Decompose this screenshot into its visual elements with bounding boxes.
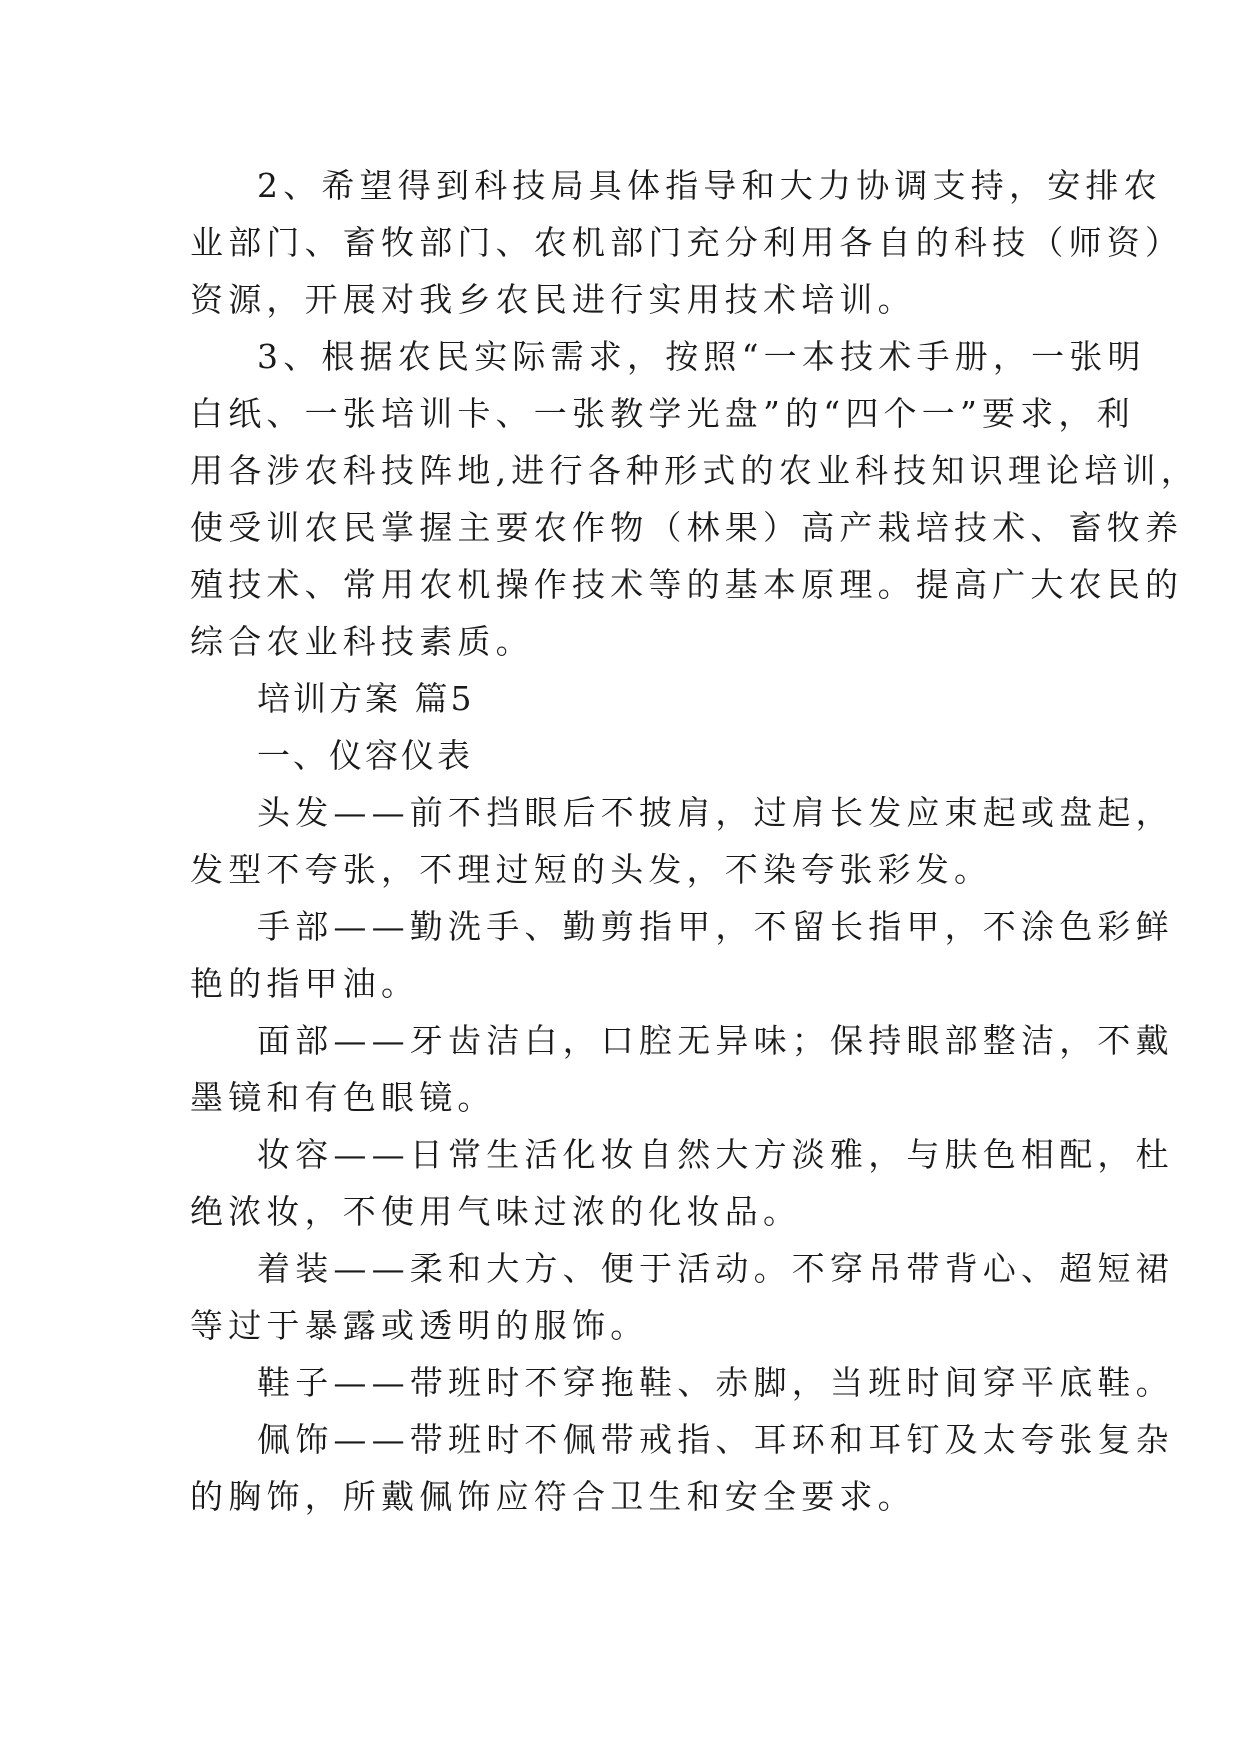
clothing-rule-line-1: 着装——柔和大方、便于活动。不穿吊带背心、超短裙 — [257, 1249, 1174, 1288]
paragraph-3-line-5: 殖技术、常用农机操作技术等的基本原理。提高广大农民的 — [190, 565, 1184, 604]
paragraph-3-line-1: 3、根据农民实际需求，按照“一本技术手册，一张明 — [257, 337, 1146, 376]
section-title: 培训方案 篇5 — [257, 679, 475, 718]
hands-rule-line-1: 手部——勤洗手、勤剪指甲，不留长指甲，不涂色彩鲜 — [257, 907, 1174, 946]
face-rule-line-2: 墨镜和有色眼镜。 — [190, 1078, 496, 1117]
makeup-rule-line-1: 妆容——日常生活化妆自然大方淡雅，与肤色相配，杜 — [257, 1135, 1174, 1174]
subsection-heading: 一、仪容仪表 — [257, 736, 473, 775]
shoes-rule-line-1: 鞋子——带班时不穿拖鞋、赤脚，当班时间穿平底鞋。 — [257, 1363, 1174, 1402]
paragraph-3-line-6: 综合农业科技素质。 — [190, 622, 534, 661]
hair-rule-line-2: 发型不夸张，不理过短的头发，不染夸张彩发。 — [190, 850, 993, 889]
face-rule-line-1: 面部——牙齿洁白，口腔无异味；保持眼部整洁，不戴 — [257, 1021, 1174, 1060]
paragraph-2-line-2: 业部门、畜牧部门、农机部门充分利用各自的科技（师资） — [190, 223, 1184, 262]
accessories-rule-line-1: 佩饰——带班时不佩带戒指、耳环和耳钉及太夸张复杂 — [257, 1420, 1174, 1459]
paragraph-3-line-3: 用各涉农科技阵地,进行各种形式的农业科技知识理论培训， — [190, 451, 1199, 490]
hair-rule-line-1: 头发——前不挡眼后不披肩，过肩长发应束起或盘起， — [257, 793, 1174, 832]
paragraph-2-line-3: 资源，开展对我乡农民进行实用技术培训。 — [190, 280, 916, 319]
hands-rule-line-2: 艳的指甲油。 — [190, 964, 420, 1003]
paragraph-3-line-2: 白纸、一张培训卡、一张教学光盘”的“四个一”要求，利 — [190, 394, 1135, 433]
paragraph-2-line-1: 2、希望得到科技局具体指导和大力协调支持，安排农 — [257, 166, 1162, 205]
paragraph-3-line-4: 使受训农民掌握主要农作物（林果）高产栽培技术、畜牧养 — [190, 508, 1184, 547]
clothing-rule-line-2: 等过于暴露或透明的服饰。 — [190, 1306, 649, 1345]
accessories-rule-line-2: 的胸饰，所戴佩饰应符合卫生和安全要求。 — [190, 1477, 916, 1516]
makeup-rule-line-2: 绝浓妆，不使用气味过浓的化妆品。 — [190, 1192, 802, 1231]
